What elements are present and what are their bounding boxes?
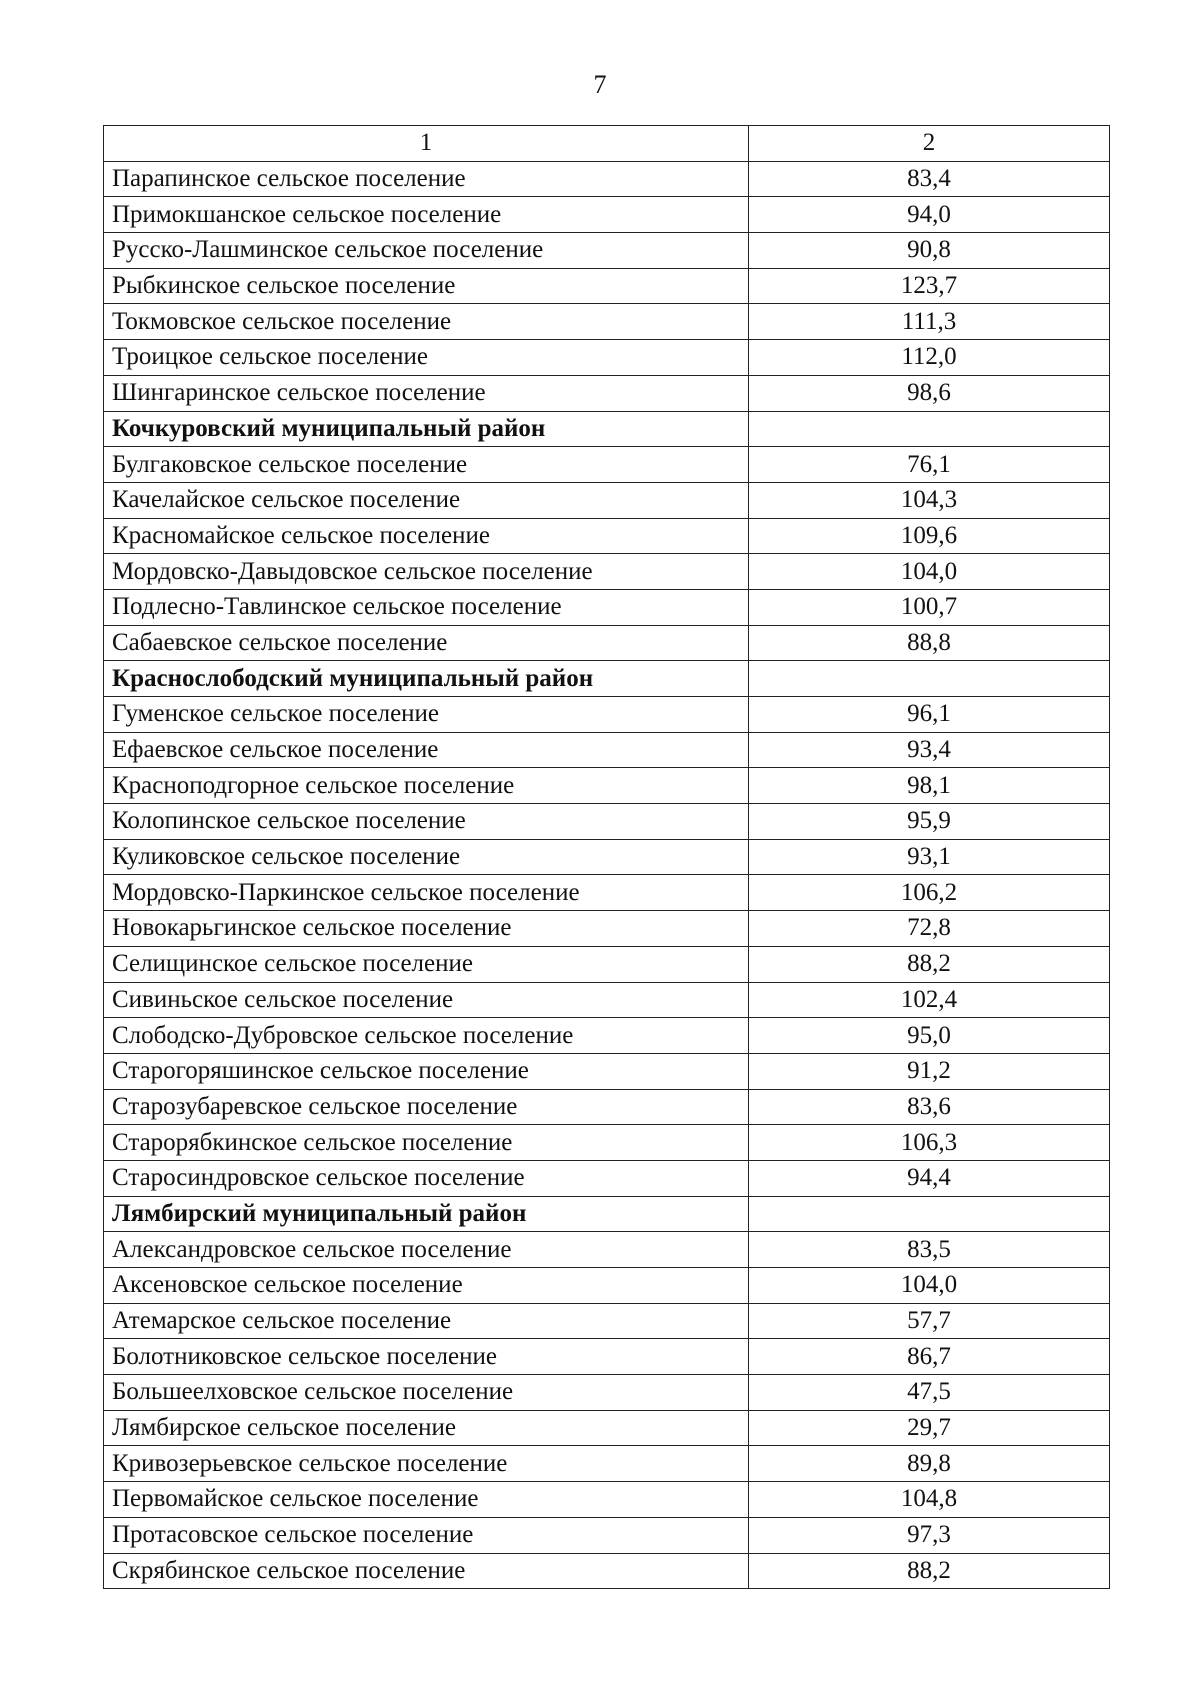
settlement-name: Троицкое сельское поселение <box>104 340 749 376</box>
table-row <box>104 1517 1110 1553</box>
table-row <box>104 589 1110 625</box>
table-row <box>104 161 1110 197</box>
table-row <box>104 875 1110 911</box>
settlement-value: 94,0 <box>749 197 1110 233</box>
settlement-name: Большеелховское сельское поселение <box>104 1375 749 1411</box>
settlement-name: Старогоряшинское сельское поселение <box>104 1053 749 1089</box>
settlement-name: Александровское сельское поселение <box>104 1232 749 1268</box>
table-row <box>104 1446 1110 1482</box>
settlement-value: 89,8 <box>749 1446 1110 1482</box>
table-row <box>104 1339 1110 1375</box>
settlement-name: Колопинское сельское поселение <box>104 804 749 840</box>
settlement-value: 106,3 <box>749 1125 1110 1161</box>
settlement-value: 104,3 <box>749 482 1110 518</box>
settlement-value: 47,5 <box>749 1375 1110 1411</box>
table-row <box>104 375 1110 411</box>
settlement-value: 88,2 <box>749 946 1110 982</box>
settlement-name: Гуменское сельское поселение <box>104 697 749 733</box>
table-row <box>104 554 1110 590</box>
settlement-name: Лямбирское сельское поселение <box>104 1410 749 1446</box>
settlement-value: 83,5 <box>749 1232 1110 1268</box>
table-row <box>104 1268 1110 1304</box>
table-header-row <box>104 126 1110 162</box>
settlement-value <box>749 1196 1110 1232</box>
settlement-name: Примокшанское сельское поселение <box>104 197 749 233</box>
column-header-1: 1 <box>104 126 749 162</box>
settlement-name: Атемарское сельское поселение <box>104 1303 749 1339</box>
table-row <box>104 804 1110 840</box>
settlement-name: Скрябинское сельское поселение <box>104 1553 749 1589</box>
settlement-value: 111,3 <box>749 304 1110 340</box>
table-row <box>104 482 1110 518</box>
settlement-value: 76,1 <box>749 447 1110 483</box>
table-row <box>104 1125 1110 1161</box>
settlement-name: Селищинское сельское поселение <box>104 946 749 982</box>
table-row <box>104 233 1110 269</box>
settlement-name: Парапинское сельское поселение <box>104 161 749 197</box>
settlement-name: Сивиньское сельское поселение <box>104 982 749 1018</box>
settlement-name: Русско-Лашминское сельское поселение <box>104 233 749 269</box>
district-name: Кочкуровский муниципальный район <box>104 411 749 447</box>
settlement-value: 88,2 <box>749 1553 1110 1589</box>
district-header-row <box>104 1196 1110 1232</box>
settlement-value: 93,4 <box>749 732 1110 768</box>
table-row <box>104 197 1110 233</box>
settlement-name: Качелайское сельское поселение <box>104 482 749 518</box>
settlement-value: 57,7 <box>749 1303 1110 1339</box>
table-row <box>104 697 1110 733</box>
settlement-value: 96,1 <box>749 697 1110 733</box>
settlement-value: 91,2 <box>749 1053 1110 1089</box>
settlement-value: 90,8 <box>749 233 1110 269</box>
settlement-name: Старорябкинское сельское поселение <box>104 1125 749 1161</box>
settlement-value: 97,3 <box>749 1517 1110 1553</box>
settlement-name: Протасовское сельское поселение <box>104 1517 749 1553</box>
settlement-value: 72,8 <box>749 911 1110 947</box>
settlement-value: 95,0 <box>749 1018 1110 1054</box>
settlement-value <box>749 661 1110 697</box>
table-row <box>104 982 1110 1018</box>
table-row <box>104 268 1110 304</box>
settlement-name: Токмовское сельское поселение <box>104 304 749 340</box>
settlement-name: Красномайское сельское поселение <box>104 518 749 554</box>
settlement-table <box>103 125 1110 1589</box>
settlement-name: Шингаринское сельское поселение <box>104 375 749 411</box>
settlement-name: Сабаевское сельское поселение <box>104 625 749 661</box>
settlement-name: Подлесно-Тавлинское сельское поселение <box>104 589 749 625</box>
table-row <box>104 946 1110 982</box>
settlement-value: 94,4 <box>749 1160 1110 1196</box>
settlement-name: Болотниковское сельское поселение <box>104 1339 749 1375</box>
settlement-value: 104,0 <box>749 554 1110 590</box>
table-row <box>104 447 1110 483</box>
table-row <box>104 1482 1110 1518</box>
settlement-value: 112,0 <box>749 340 1110 376</box>
settlement-name: Мордовско-Давыдовское сельское поселение <box>104 554 749 590</box>
settlement-value: 123,7 <box>749 268 1110 304</box>
table-row <box>104 1375 1110 1411</box>
settlement-value: 93,1 <box>749 839 1110 875</box>
settlement-name: Кривозерьевское сельское поселение <box>104 1446 749 1482</box>
column-header-2: 2 <box>749 126 1110 162</box>
settlement-name: Ефаевское сельское поселение <box>104 732 749 768</box>
settlement-name: Слободско-Дубровское сельское поселение <box>104 1018 749 1054</box>
table-row <box>104 1553 1110 1589</box>
settlement-name: Аксеновское сельское поселение <box>104 1268 749 1304</box>
settlement-value: 102,4 <box>749 982 1110 1018</box>
settlement-value: 106,2 <box>749 875 1110 911</box>
settlement-value: 98,1 <box>749 768 1110 804</box>
table-row <box>104 304 1110 340</box>
district-header-row <box>104 411 1110 447</box>
district-name: Краснослободский муниципальный район <box>104 661 749 697</box>
settlement-value: 95,9 <box>749 804 1110 840</box>
settlement-name: Куликовское сельское поселение <box>104 839 749 875</box>
table-row <box>104 1303 1110 1339</box>
district-header-row <box>104 661 1110 697</box>
settlement-value: 29,7 <box>749 1410 1110 1446</box>
settlement-value: 83,4 <box>749 161 1110 197</box>
table-row <box>104 768 1110 804</box>
settlement-name: Старосиндровское сельское поселение <box>104 1160 749 1196</box>
settlement-name: Новокарьгинское сельское поселение <box>104 911 749 947</box>
district-name: Лямбирский муниципальный район <box>104 1196 749 1232</box>
table-row <box>104 839 1110 875</box>
settlement-value: 100,7 <box>749 589 1110 625</box>
table-body <box>104 126 1110 1589</box>
table-row <box>104 911 1110 947</box>
table-row <box>104 340 1110 376</box>
table-row <box>104 1232 1110 1268</box>
table-row <box>104 1053 1110 1089</box>
settlement-value: 109,6 <box>749 518 1110 554</box>
settlement-name: Рыбкинское сельское поселение <box>104 268 749 304</box>
settlement-value: 104,0 <box>749 1268 1110 1304</box>
page-number: 7 <box>593 70 607 99</box>
settlement-name: Булгаковское сельское поселение <box>104 447 749 483</box>
settlement-value: 83,6 <box>749 1089 1110 1125</box>
table-row <box>104 1018 1110 1054</box>
settlement-name: Красноподгорное сельское поселение <box>104 768 749 804</box>
settlement-name: Мордовско-Паркинское сельское поселение <box>104 875 749 911</box>
settlement-value: 88,8 <box>749 625 1110 661</box>
table-row <box>104 1160 1110 1196</box>
table-row <box>104 732 1110 768</box>
table-row <box>104 625 1110 661</box>
settlement-value: 98,6 <box>749 375 1110 411</box>
settlement-name: Первомайское сельское поселение <box>104 1482 749 1518</box>
settlement-value: 86,7 <box>749 1339 1110 1375</box>
table-row <box>104 1410 1110 1446</box>
settlement-value <box>749 411 1110 447</box>
settlement-name: Старозубаревское сельское поселение <box>104 1089 749 1125</box>
table-row <box>104 1089 1110 1125</box>
settlement-value: 104,8 <box>749 1482 1110 1518</box>
table-row <box>104 518 1110 554</box>
